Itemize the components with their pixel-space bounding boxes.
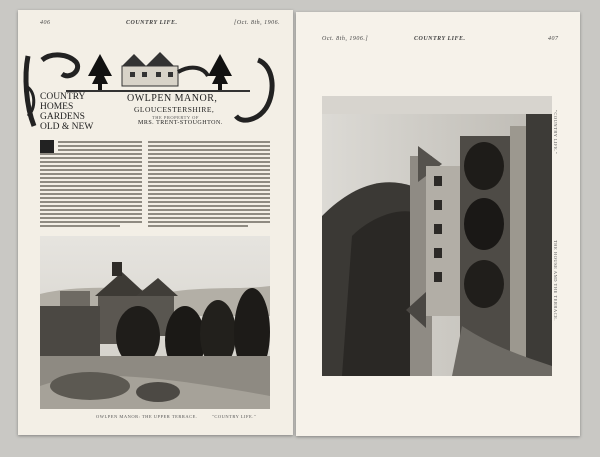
- banner-word-country: COUNTRY: [40, 92, 86, 102]
- banner-word-gardens: GARDENS: [40, 112, 85, 122]
- right-running-title: COUNTRY LIFE.: [414, 36, 466, 42]
- left-date: [Oct. 8th, 1906.: [234, 20, 281, 26]
- left-photo-caption: OWLPEN MANOR: THE UPPER TERRACE.: [96, 414, 198, 419]
- left-page-number: 406: [40, 20, 51, 26]
- right-photo-side-credit: "COUNTRY LIFE.": [553, 110, 558, 155]
- drop-cap: [40, 140, 54, 154]
- house-and-terrace-photo: [322, 96, 552, 376]
- owner-name: MRS. TRENT-STOUGHTON.: [138, 120, 223, 126]
- topiary-right-icon: [208, 54, 232, 92]
- upper-terrace-photo: [40, 236, 270, 409]
- right-date: Oct. 8th, 1906.]: [322, 36, 369, 42]
- banner-word-old-new: OLD & NEW: [40, 122, 94, 132]
- owner-line: THE PROPERTY OF: [152, 115, 199, 120]
- right-page-number: 407: [548, 36, 559, 42]
- house-vignette-icon: [122, 52, 178, 86]
- left-running-title: COUNTRY LIFE.: [126, 20, 178, 26]
- article-subtitle: GLOUCESTERSHIRE,: [134, 105, 215, 114]
- right-photo-side-caption: THE HOUSE AND THE TERRACE.: [553, 240, 558, 321]
- topiary-left-icon: [88, 54, 112, 92]
- banner-word-homes: HOMES: [40, 102, 74, 112]
- article-title: OWLPEN MANOR,: [127, 93, 218, 104]
- left-photo-credit: "COUNTRY LIFE.": [212, 414, 257, 419]
